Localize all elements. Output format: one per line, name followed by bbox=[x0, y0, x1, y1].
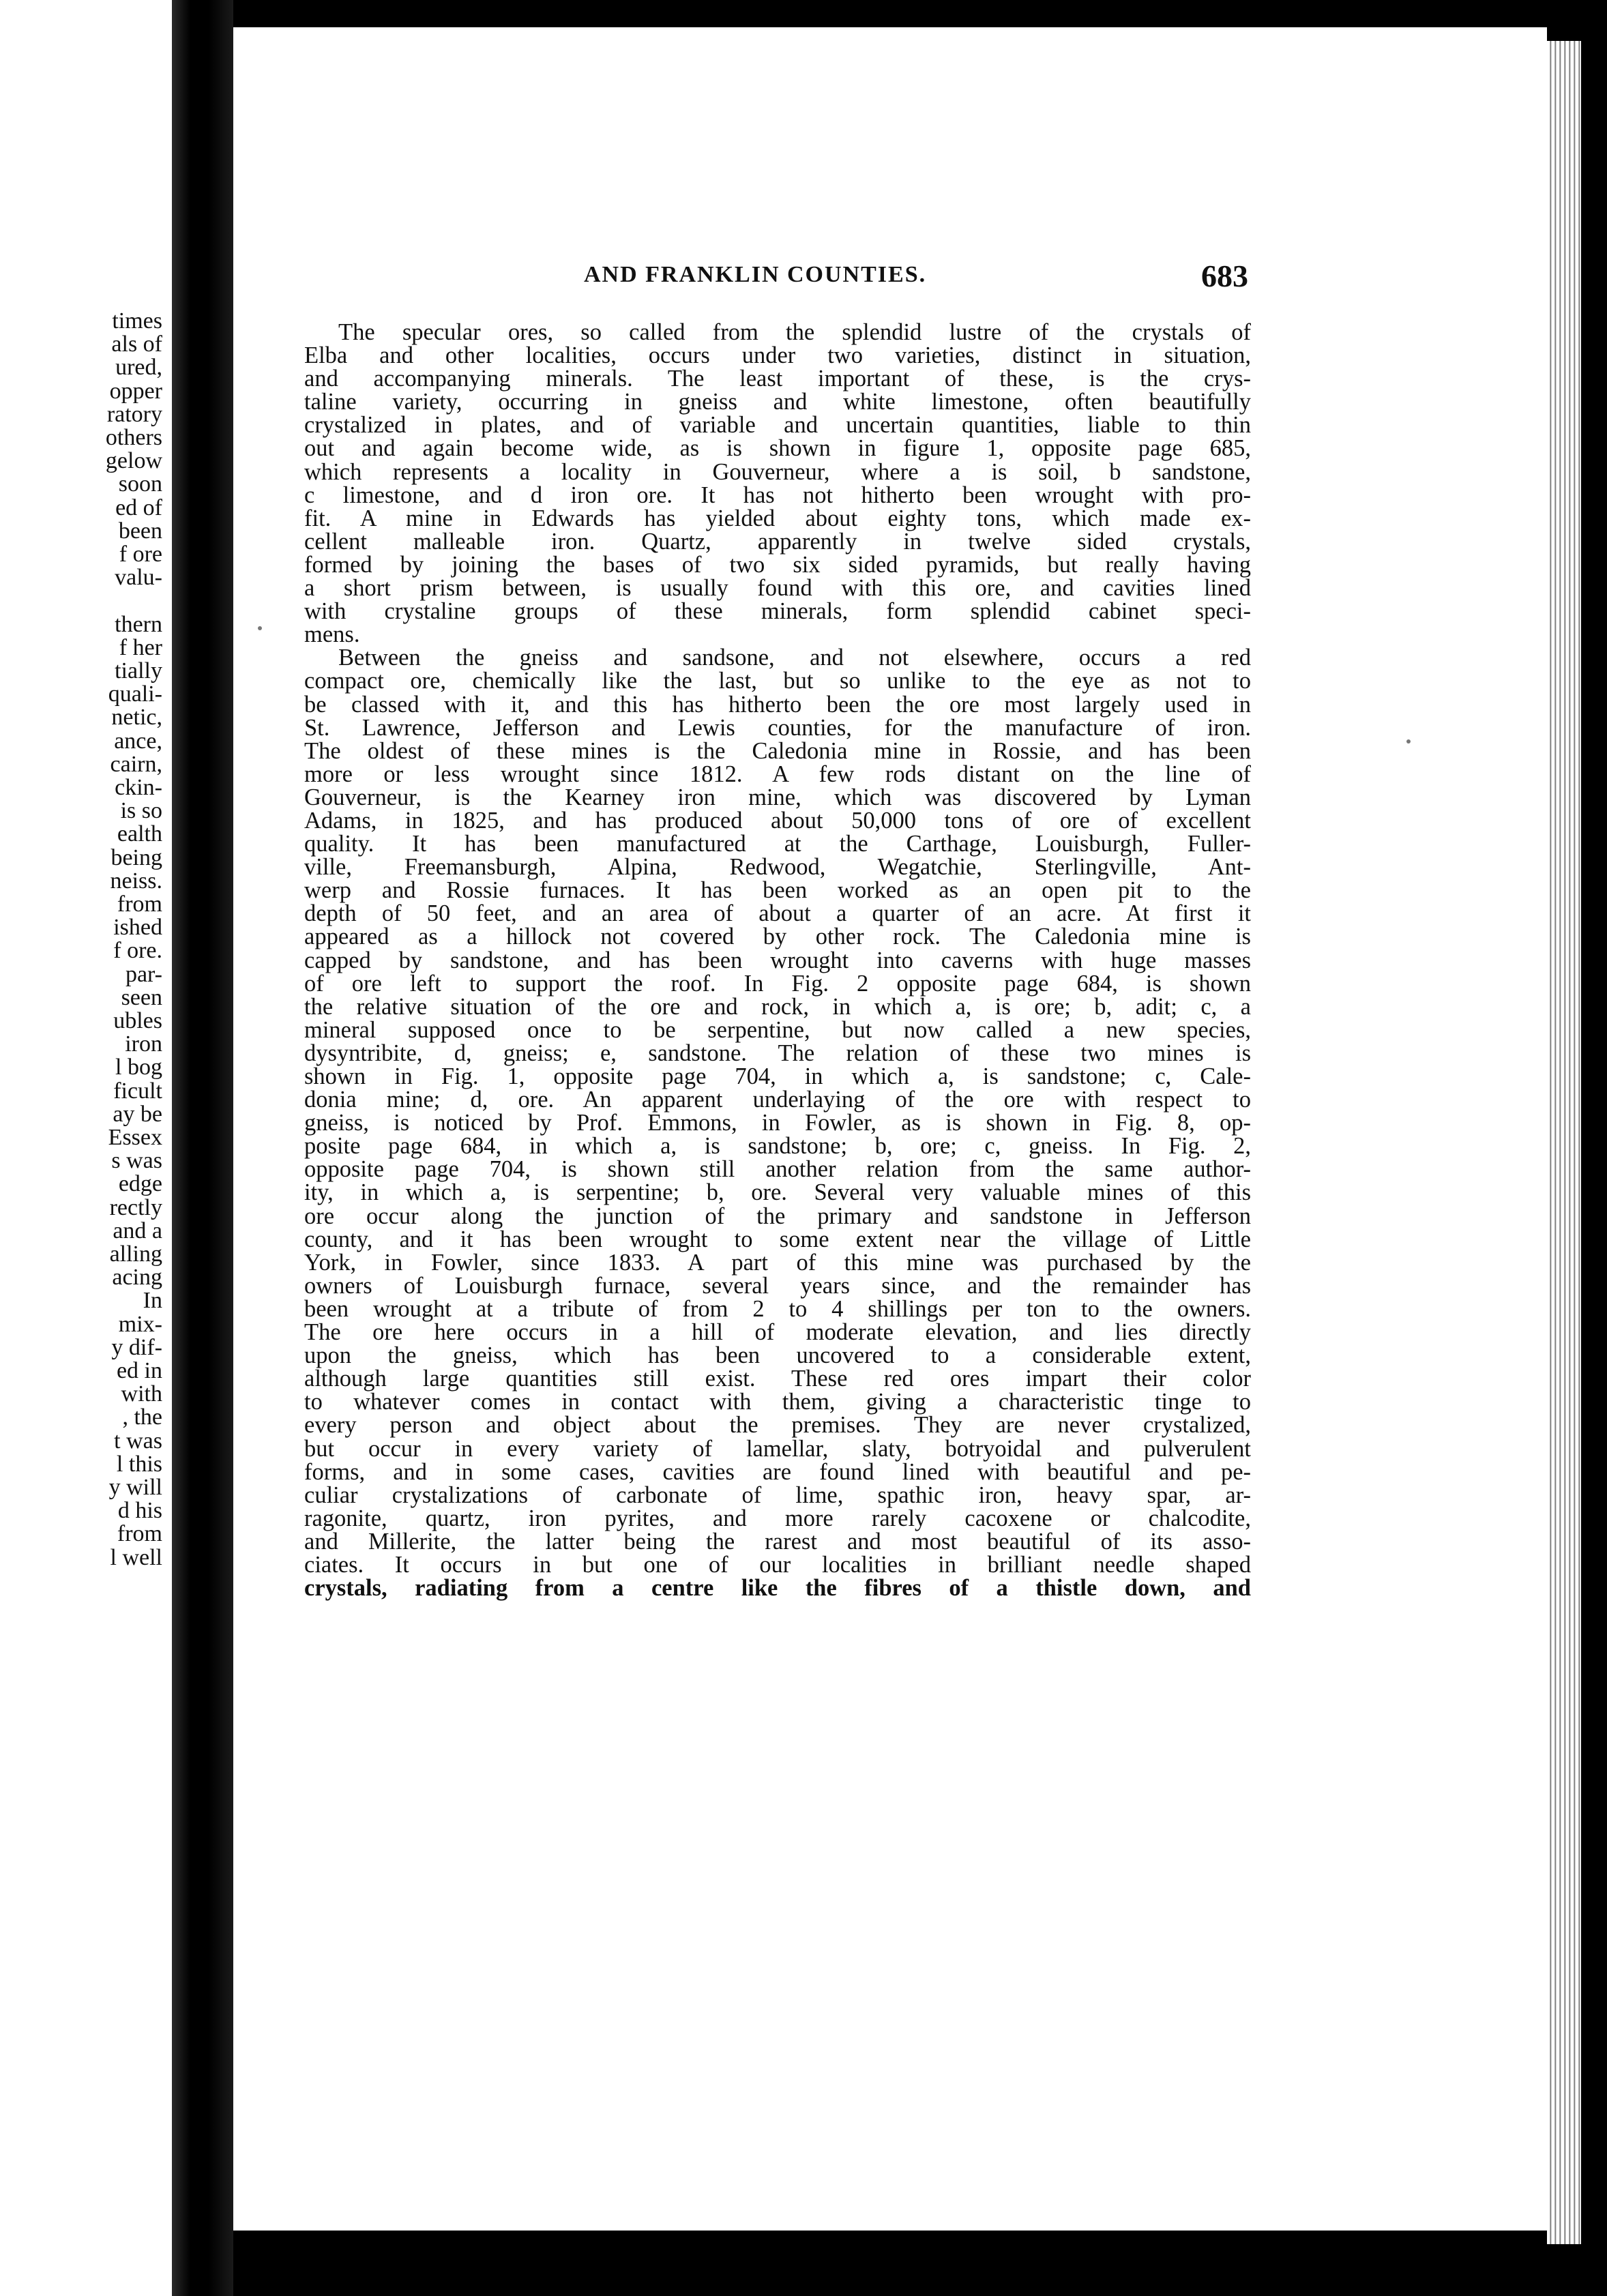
text-line: ore occur along the junction of the primary and sandstone in Jefferson bbox=[304, 1203, 1251, 1229]
fragment-line: ed of bbox=[115, 495, 162, 520]
text-line: been wrought at a tribute of from 2 to 4 shillings per ton to the owners. bbox=[304, 1295, 1251, 1322]
text-line: the relative situation of the ore and rock, in which a, is ore; b, adit; c, a bbox=[304, 993, 1251, 1020]
text-line: donia mine; d, ore. An apparent underlaying of the ore with respect to bbox=[304, 1087, 1251, 1113]
text-line: mineral supposed once to be serpentine, but now called a new species, bbox=[304, 1016, 1251, 1043]
text-line: owners of Louisburgh furnace, several years since, and the remainder has bbox=[304, 1272, 1251, 1299]
text-line: a short prism between, is usually found with this ore, and cavities lined bbox=[304, 575, 1251, 602]
page-edges bbox=[1547, 41, 1581, 2244]
text-line: The oldest of these mines is the Caledonia mine in Rossie, and has been bbox=[304, 737, 1251, 764]
fragment-line: soon bbox=[118, 471, 162, 497]
fragment-line: others bbox=[105, 425, 162, 450]
text-line: forms, and in some cases, cavities are found lined with beautiful and pe- bbox=[304, 1458, 1251, 1485]
fragment-line: f ore bbox=[119, 542, 162, 567]
text-line: shown in Fig. 1, opposite page 704, in which a, is sandstone; c, Cale- bbox=[304, 1063, 1251, 1089]
fragment-line: ay be bbox=[113, 1101, 162, 1127]
fragment-line: cairn, bbox=[110, 751, 162, 777]
text-line: and accompanying minerals. The least important of these, is the crys- bbox=[304, 366, 1251, 392]
fragment-line: ubles bbox=[113, 1008, 162, 1033]
running-head: AND FRANKLIN COUNTIES. bbox=[584, 262, 927, 287]
text-line: be classed with it, and this has hitherto been the ore most largely used in bbox=[304, 691, 1251, 718]
text-line: ciates. It occurs in but one of our localities in brilliant needle shaped bbox=[304, 1551, 1251, 1578]
text-line: of ore left to support the roof. In Fig. 2 opposite page 684, is shown bbox=[304, 970, 1251, 997]
text-line: but occur in every variety of lamellar, slaty, botryoidal and pulverulent bbox=[304, 1435, 1251, 1462]
fragment-line: and a bbox=[113, 1218, 162, 1243]
fragment-line: with bbox=[121, 1381, 162, 1407]
text-line: ville, Freemansburgh, Alpina, Redwood, Wegatchie, Sterlingville, Ant- bbox=[304, 854, 1251, 881]
speck-mark bbox=[1406, 739, 1411, 744]
fragment-line: l well bbox=[110, 1544, 162, 1570]
text-line: to whatever comes in contact with them, giving a characteristic tinge to bbox=[304, 1389, 1251, 1415]
text-line: Gouverneur, is the Kearney iron mine, which was discovered by Lyman bbox=[304, 784, 1251, 810]
fragment-line: als of bbox=[111, 332, 162, 357]
fragment-line: ratory bbox=[106, 401, 162, 427]
book-gutter bbox=[172, 0, 233, 2296]
fragment-line: edge bbox=[118, 1171, 162, 1197]
text-line: with crystaline groups of these minerals, form splendid cabinet speci- bbox=[304, 598, 1251, 625]
text-line: out and again become wide, as is shown in figure 1, opposite page 685, bbox=[304, 435, 1251, 462]
text-line: quality. It has been manufactured at the Carthage, Louisburgh, Fuller- bbox=[304, 831, 1251, 857]
fragment-line: alling bbox=[109, 1241, 162, 1267]
fragment-line: tially bbox=[115, 658, 162, 683]
page-body-text bbox=[304, 321, 1251, 1600]
text-line: crystals, radiating from a centre like the fibres of a thistle down, and bbox=[304, 1575, 1251, 1602]
fragment-line: rectly bbox=[109, 1194, 162, 1220]
fragment-line: par- bbox=[125, 961, 162, 987]
fragment-line: ured, bbox=[115, 355, 162, 381]
fragment-line: s was bbox=[111, 1148, 162, 1174]
fragment-line: is so bbox=[120, 798, 162, 824]
text-line: more or less wrought since 1812. A few rods distant on the line of bbox=[304, 761, 1251, 787]
page-number: 683 bbox=[1201, 259, 1248, 293]
text-line: taline variety, occurring in gneiss and white limestone, often beautifully bbox=[304, 389, 1251, 415]
fragment-line: times bbox=[112, 308, 162, 334]
text-line: crystalized in plates, and of variable and uncertain quantities, liable to thin bbox=[304, 412, 1251, 439]
page-header bbox=[584, 258, 1248, 299]
fragment-line: from bbox=[117, 892, 162, 917]
text-line: compact ore, chemically like the last, but so unlike to the eye as not to bbox=[304, 668, 1251, 694]
fragment-line: acing bbox=[112, 1265, 162, 1291]
text-line: mens. bbox=[304, 621, 360, 648]
fragment-line: ance, bbox=[114, 728, 162, 754]
speck-mark bbox=[258, 626, 262, 630]
fragment-line: , the bbox=[122, 1404, 162, 1430]
text-line: werp and Rossie furnaces. It has been worked as an open pit to the bbox=[304, 877, 1251, 904]
fragment-line: neiss. bbox=[110, 868, 162, 894]
text-line: every person and object about the premises. They are never crystalized, bbox=[304, 1412, 1251, 1439]
fragment-line: iron bbox=[125, 1031, 162, 1057]
fragment-line: ed in bbox=[116, 1358, 162, 1383]
text-line: cellent malleable iron. Quartz, apparently in twelve sided crystals, bbox=[304, 528, 1251, 555]
text-line: capped by sandstone, and has been wrought into caverns with huge masses bbox=[304, 947, 1251, 973]
fragment-line: In bbox=[143, 1288, 162, 1314]
text-line: dysyntribite, d, gneiss; e, sandstone. The relation of these two mines is bbox=[304, 1040, 1251, 1066]
text-line: opposite page 704, is shown still another relation from the same author- bbox=[304, 1156, 1251, 1183]
text-line: which represents a locality in Gouverneur, where a is soil, b sandstone, bbox=[304, 458, 1251, 485]
text-line: upon the gneiss, which has been uncovered to a considerable extent, bbox=[304, 1342, 1251, 1369]
fragment-line: d his bbox=[117, 1498, 162, 1524]
fragment-line: ckin- bbox=[115, 775, 162, 800]
text-line: The ore here occurs in a hill of moderate elevation, and lies directly bbox=[304, 1319, 1251, 1346]
fragment-line: ished bbox=[113, 915, 162, 941]
fragment-line: ealth bbox=[117, 821, 162, 847]
text-line: depth of 50 feet, and an area of about a quarter of an acre. At first it bbox=[304, 900, 1251, 927]
fragment-line: t was bbox=[114, 1428, 162, 1454]
fragment-line: quali- bbox=[108, 681, 162, 707]
text-line: ragonite, quartz, iron pyrites, and more rarely cacoxene or chalcodite, bbox=[304, 1505, 1251, 1531]
text-line: appeared as a hillock not covered by other rock. The Caledonia mine is bbox=[304, 924, 1251, 950]
fragment-line: f her bbox=[119, 634, 162, 660]
fragment-line: seen bbox=[121, 984, 162, 1010]
fragment-line: gelow bbox=[105, 448, 162, 474]
fragment-line: mix- bbox=[118, 1311, 162, 1337]
text-line: The specular ores, so called from the splendid lustre of the crystals of bbox=[338, 319, 1251, 345]
fragment-line: f ore. bbox=[113, 938, 162, 964]
fragment-line: been bbox=[118, 518, 162, 544]
text-line: Elba and other localities, occurs under two varieties, distinct in situation, bbox=[304, 342, 1251, 369]
fragment-line: netic, bbox=[111, 705, 162, 731]
text-line: posite page 684, in which a, is sandstone; b, ore; c, gneiss. In Fig. 2, bbox=[304, 1133, 1251, 1160]
facing-page-fragment bbox=[0, 0, 172, 2296]
text-line: Adams, in 1825, and has produced about 50,000 tons of ore of excellent bbox=[304, 807, 1251, 834]
text-line: county, and it has been wrought to some extent near the village of Little bbox=[304, 1226, 1251, 1252]
text-line: York, in Fowler, since 1833. A part of this mine was purchased by the bbox=[304, 1249, 1251, 1276]
text-line: and Millerite, the latter being the rarest and most beautiful of its asso- bbox=[304, 1528, 1251, 1555]
text-line: although large quantities still exist. These red ores impart their color bbox=[304, 1366, 1251, 1392]
text-line: ity, in which a, is serpentine; b, ore. Several very valuable mines of this bbox=[304, 1179, 1251, 1206]
fragment-line: being bbox=[110, 844, 162, 870]
text-line: formed by joining the bases of two six sided pyramids, but really having bbox=[304, 551, 1251, 578]
text-line: c limestone, and d iron ore. It has not hitherto been wrought with pro- bbox=[304, 482, 1251, 508]
fragment-line: opper bbox=[109, 378, 162, 404]
fragment-line: l this bbox=[116, 1451, 162, 1477]
text-line: Between the gneiss and sandsone, and not elsewhere, occurs a red bbox=[338, 645, 1251, 671]
fragment-line: y dif- bbox=[111, 1334, 162, 1360]
fragment-line: Essex bbox=[108, 1125, 162, 1150]
fragment-line: l bog bbox=[115, 1055, 162, 1080]
text-line: St. Lawrence, Jefferson and Lewis counties, for the manufacture of iron. bbox=[304, 714, 1251, 741]
fragment-line: y will bbox=[108, 1475, 162, 1500]
text-line: culiar crystalizations of carbonate of lime, spathic iron, heavy spar, ar- bbox=[304, 1482, 1251, 1508]
text-line: gneiss, is noticed by Prof. Emmons, in Fowler, as is shown in Fig. 8, op- bbox=[304, 1110, 1251, 1136]
fragment-line: from bbox=[117, 1521, 162, 1547]
fragment-line: thern bbox=[115, 611, 162, 637]
text-line: fit. A mine in Edwards has yielded about eighty tons, which made ex- bbox=[304, 505, 1251, 531]
fragment-line: valu- bbox=[115, 565, 162, 591]
fragment-line: ficult bbox=[113, 1078, 162, 1104]
